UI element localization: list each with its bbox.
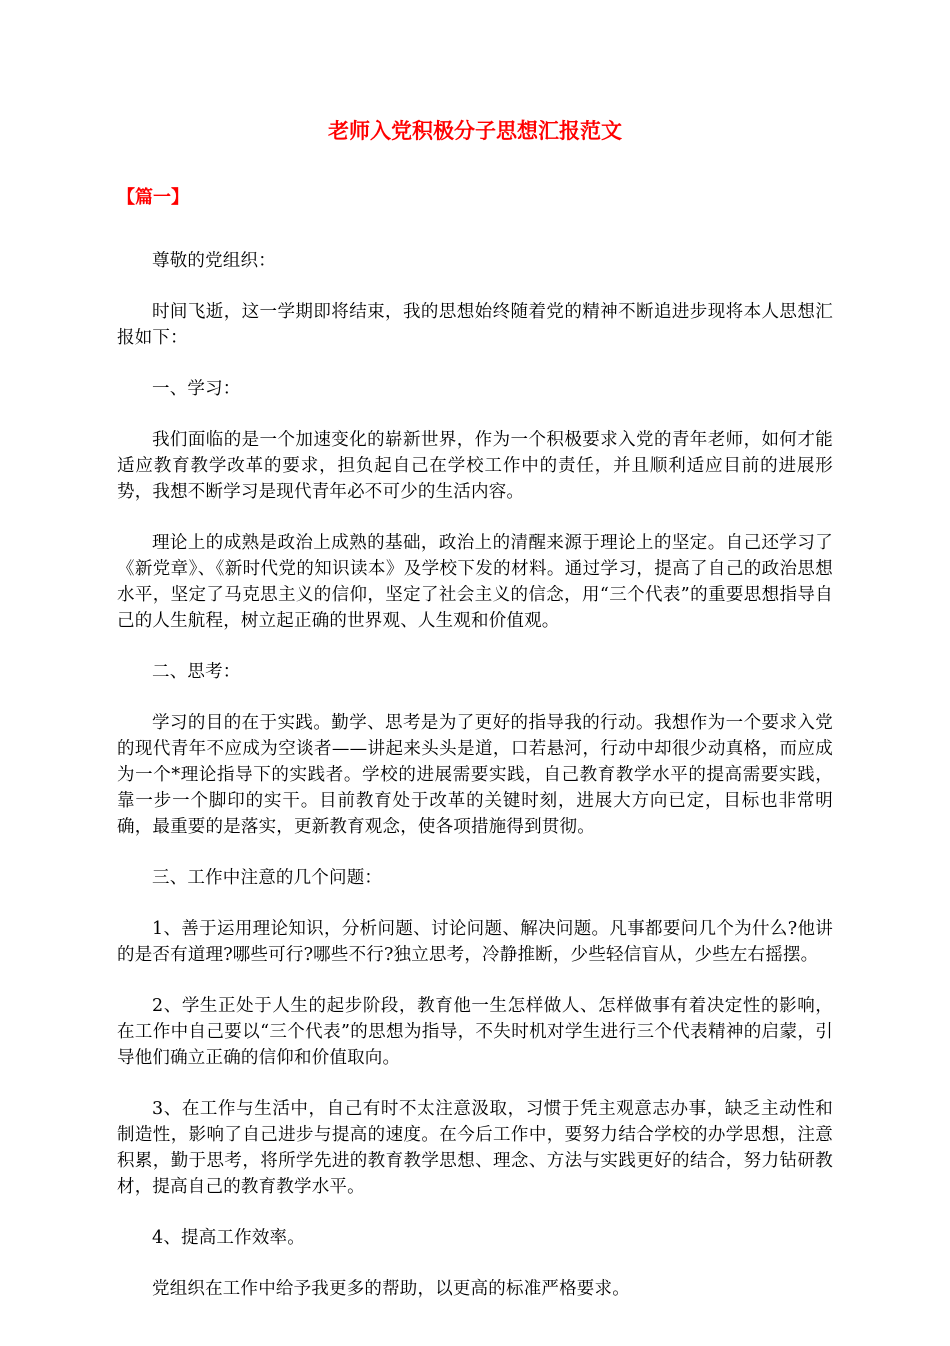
heading-reflection: 二、思考： [152, 662, 241, 682]
heading-work-issues: 三、工作中注意的几个问题： [152, 868, 383, 888]
document-title: 老师入党积极分子思想汇报范文 [328, 118, 622, 143]
issue-item-2: 2、学生正处于人生的起步阶段，教育他一生怎样做人、怎样做事有着决定性的影响，在工作中自己要以“三个代表”的思想为指导，不失时机对学生进行三个代表精神的启蒙，引导他们确立正确的信仰和价值取向。 [117, 996, 833, 1068]
section-label: 【篇一】 [117, 187, 189, 208]
study-paragraph-1: 我们面临的是一个加速变化的崭新世界，作为一个积极要求入党的青年老师，如何才能适应教育教学改革的要求，担负起自己在学校工作中的责任，并且顺利适应目前的进展形势，我想不断学习是现代青年必不可少的生活内容。 [117, 430, 833, 502]
document-body [117, 248, 833, 1327]
study-paragraph-2: 理论上的成熟是政治上成熟的基础，政治上的清醒来源于理论上的坚定。自己还学习了《新党章》、《新时代党的知识读本》及学校下发的材料。通过学习，提高了自己的政治思想水平，坚定了马克思主义的信仰，坚定了社会主义的信念，用“三个代表”的重要思想指导自己的人生航程，树立起正确的世界观、人生观和价值观。 [117, 533, 833, 631]
intro-paragraph: 时间飞逝，这一学期即将结束，我的思想始终随着党的精神不断追进步现将本人思想汇报如下： [117, 302, 833, 348]
issue-item-3: 3、在工作与生活中，自己有时不太注意汲取，习惯于凭主观意志办事，缺乏主动性和制造性，影响了自己进步与提高的速度。在今后工作中，要努力结合学校的办学思想，注意积累，勤于思考，将所学先进的教育教学思想、理念、方法与实践更好的结合，努力钻研教材，提高自己的教育教学水平。 [117, 1099, 833, 1197]
salutation: 尊敬的党组织： [152, 251, 276, 271]
reflection-paragraph: 学习的目的在于实践。勤学、思考是为了更好的指导我的行动。我想作为一个要求入党的现代青年不应成为空谈者——讲起来头头是道，口若悬河，行动中却很少动真格，而应成为一个*理论指导下的实践者。学校的进展需要实践，自己教育教学水平的提高需要实践，靠一步一个脚印的实干。目前教育处于改革的关键时刻，进展大方向已定，目标也非常明确，最重要的是落实，更新教育观念，使各项措施得到贯彻。 [117, 713, 833, 837]
issue-item-4: 4、提高工作效率。 [152, 1228, 305, 1248]
heading-study: 一、学习： [152, 379, 241, 399]
closing-paragraph: 党组织在工作中给予我更多的帮助，以更高的标准严格要求。 [152, 1279, 630, 1299]
issue-item-1: 1、善于运用理论知识，分析问题、讨论问题、解决问题。凡事都要问几个为什么?他讲的是否有道理?哪些可行?哪些不行?独立思考，冷静推断，少些轻信盲从，少些左右摇摆。 [117, 919, 833, 965]
